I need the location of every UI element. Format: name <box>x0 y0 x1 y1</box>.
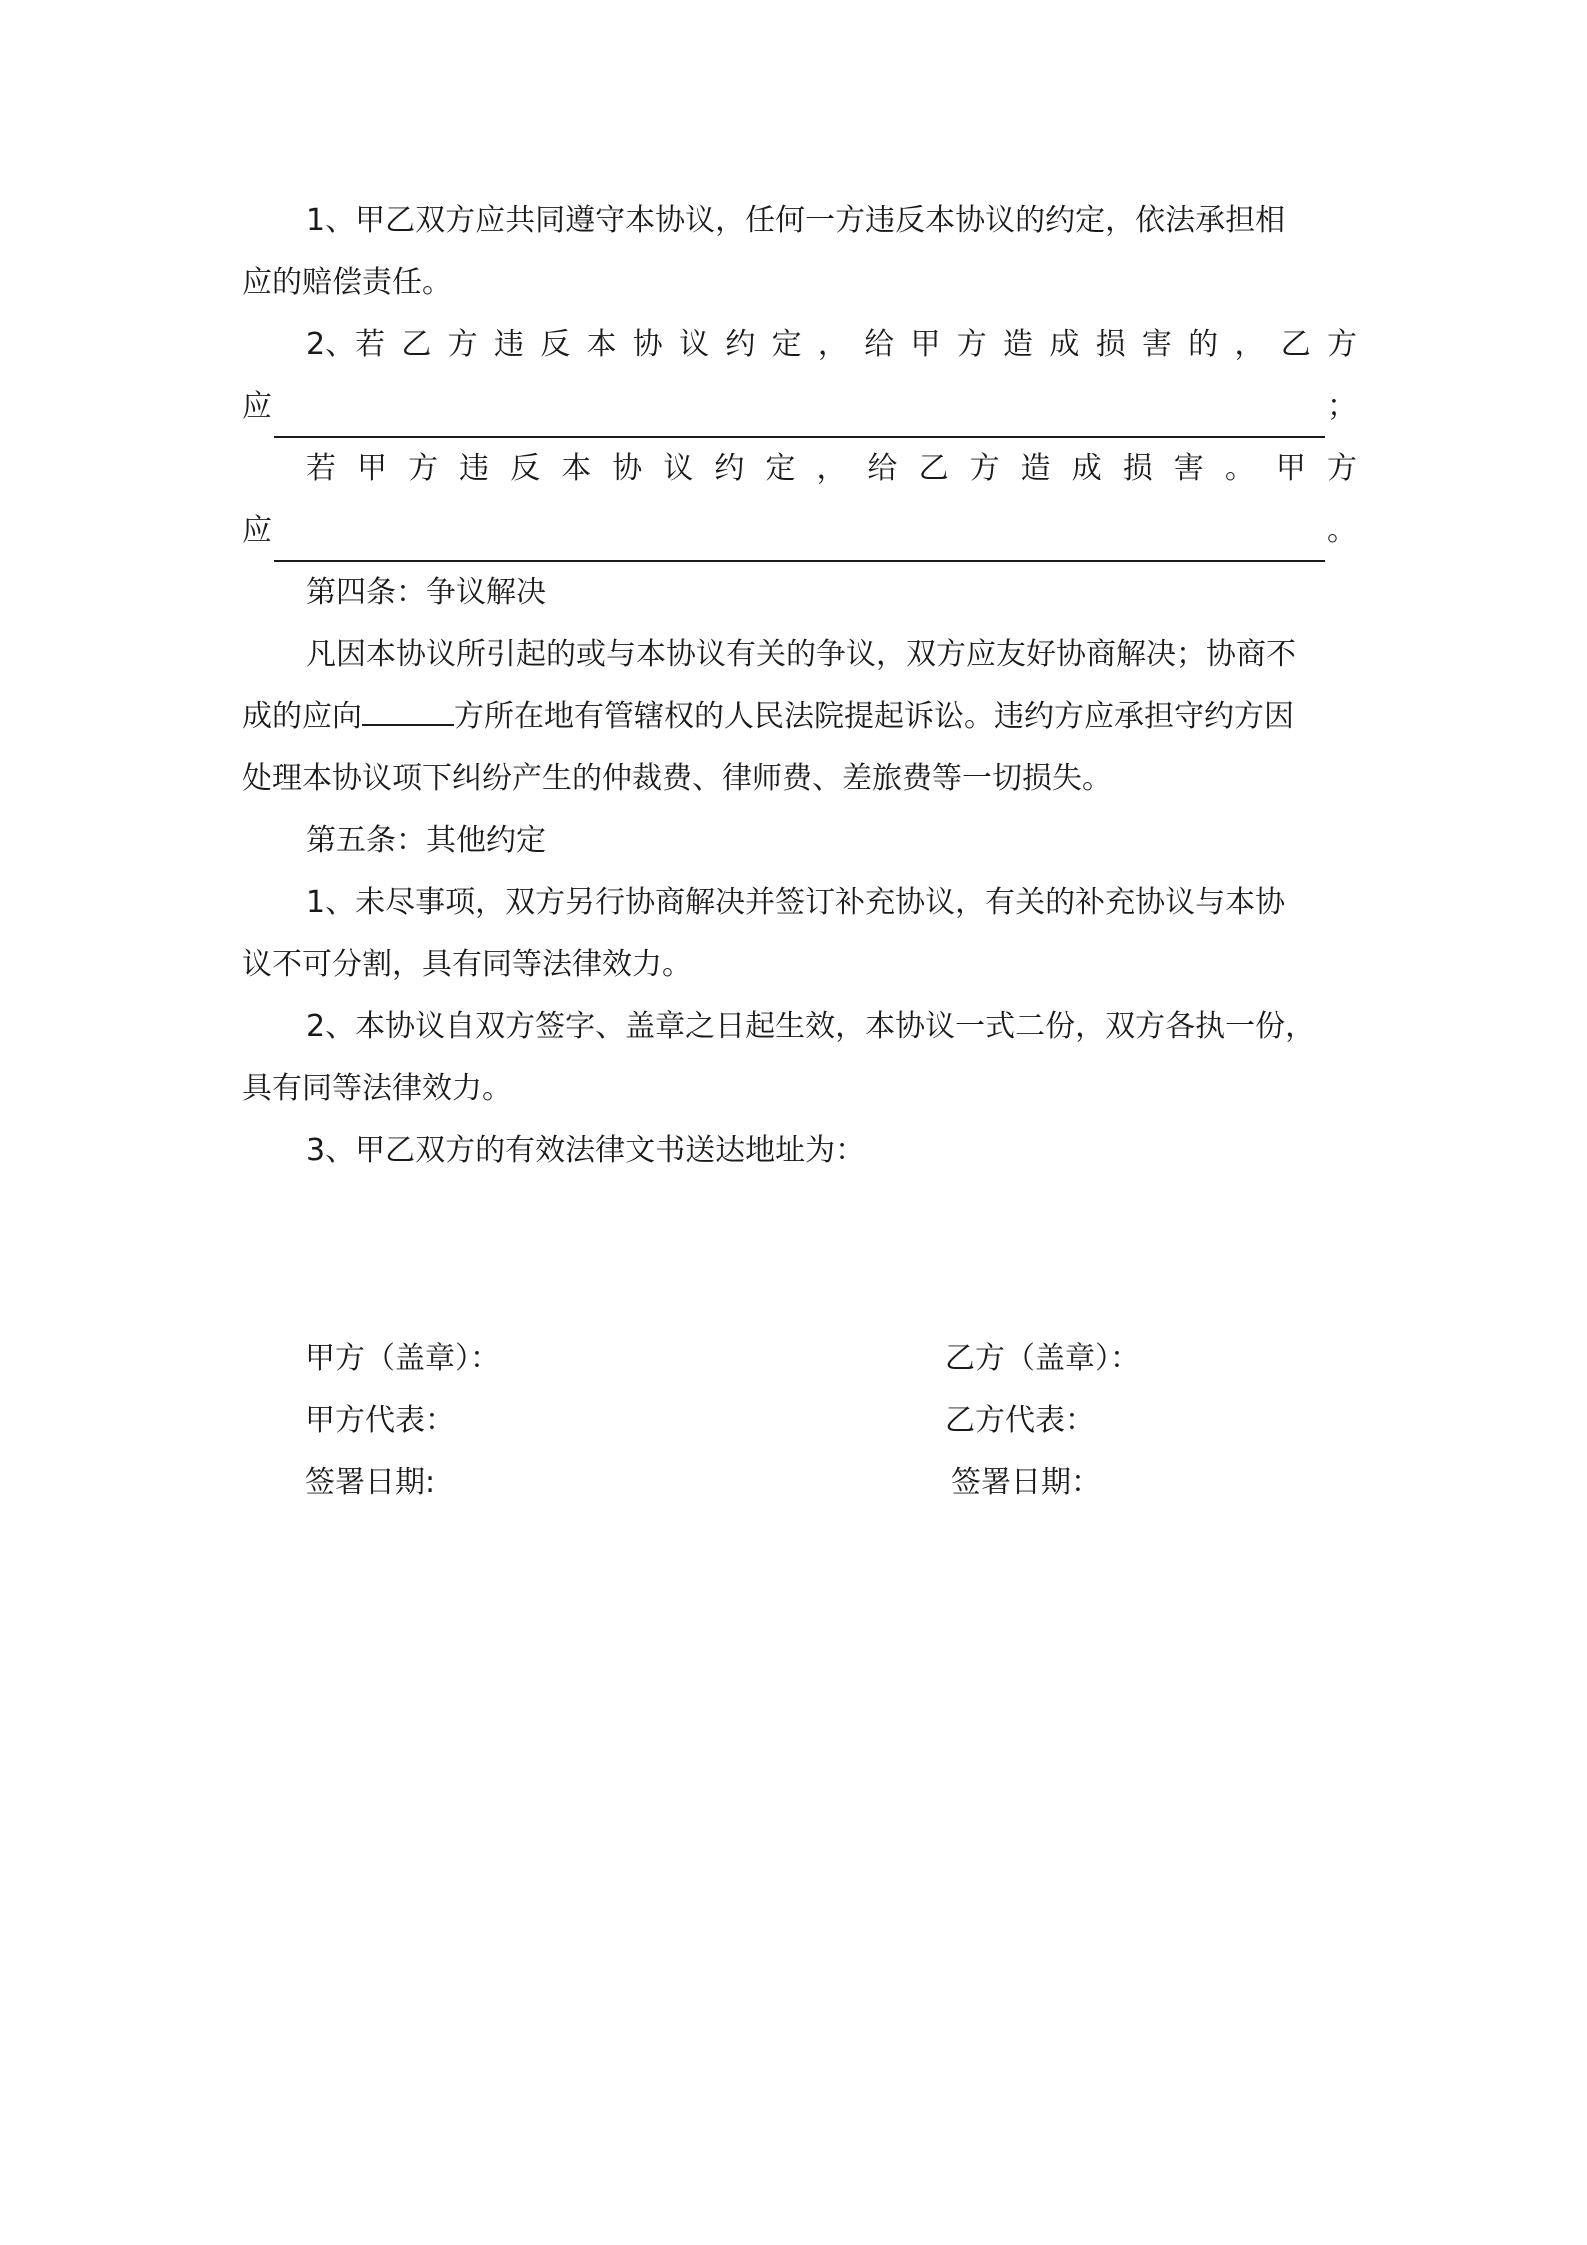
justified-char: 方 <box>1327 327 1357 362</box>
justified-char: 造 <box>1003 327 1034 362</box>
item3-suffix: 。 <box>1327 513 1357 548</box>
article3-item2-line1 <box>242 314 1357 376</box>
justified-char: ， <box>817 327 848 362</box>
justified-char: 甲 <box>910 327 941 362</box>
item3-prefix: 应 <box>242 513 272 548</box>
party-b-representative: 乙方代表： <box>945 1403 1095 1438</box>
justified-char: 给 <box>864 327 895 362</box>
justified-char: 2、若 <box>306 327 386 362</box>
article4-line3: 处理本协议项下纠纷产生的仲裁费、律师费、差旅费等一切损失。 <box>242 761 1112 796</box>
article5-item1-line1: 1、未尽事项，双方另行协商解决并签订补充协议，有关的补充协议与本协 <box>306 885 1286 920</box>
justified-char: ， <box>816 451 847 486</box>
justified-char: 协 <box>632 327 663 362</box>
justified-char: 方 <box>447 327 478 362</box>
justified-char: 定 <box>765 451 796 486</box>
justified-char: 害 <box>1173 451 1204 486</box>
date-row <box>305 1452 1205 1514</box>
justified-char: 甲 <box>1275 451 1306 486</box>
representative-row <box>305 1390 1205 1452</box>
article4-heading: 第四条：争议解决 <box>306 575 546 610</box>
justified-char: 方 <box>956 327 987 362</box>
justified-char: 损 <box>1122 451 1153 486</box>
article5-heading: 第五条：其他约定 <box>306 823 546 858</box>
article5-item2-line2: 具有同等法律效力。 <box>242 1071 512 1106</box>
article3-item1-line1: 1、甲乙双方应共同遵守本协议，任何一方违反本协议的约定，依法承担相 <box>306 203 1286 238</box>
justified-char: 约 <box>725 327 756 362</box>
court-party-blank[interactable] <box>362 688 454 726</box>
article3-item1-line2: 应的赔偿责任。 <box>242 265 452 300</box>
item2-prefix: 应 <box>242 389 272 424</box>
justified-char: 乙 <box>1280 327 1311 362</box>
justified-char: 损 <box>1095 327 1126 362</box>
article3-item3-line1 <box>242 438 1357 500</box>
item3-fill-blank[interactable] <box>274 516 1325 562</box>
party-a-representative: 甲方代表： <box>305 1403 455 1438</box>
justified-char: 方 <box>408 451 439 486</box>
item2-fill-blank[interactable] <box>274 392 1325 438</box>
justified-char: 议 <box>663 451 694 486</box>
justified-char: 定 <box>771 327 802 362</box>
article4-line1: 凡因本协议所引起的或与本协议有关的争议，双方应友好协商解决；协商不 <box>306 637 1296 672</box>
article4-line2-before: 成的应向 <box>242 699 362 734</box>
justified-char: 违 <box>459 451 490 486</box>
justified-char: 害 <box>1141 327 1172 362</box>
justified-char: 乙 <box>918 451 949 486</box>
party-b-seal: 乙方（盖章）： <box>945 1341 1140 1376</box>
article4-line2-after: 方所在地有管辖权的人民法院提起诉讼。违约方应承担守约方因 <box>454 699 1294 734</box>
justified-char: 违 <box>493 327 524 362</box>
justified-char: 反 <box>540 327 571 362</box>
justified-char: 给 <box>867 451 898 486</box>
justified-char: 本 <box>586 327 617 362</box>
justified-char: 反 <box>510 451 541 486</box>
justified-char: 造 <box>1020 451 1051 486</box>
justified-char: 若 <box>306 451 336 486</box>
justified-char: ， <box>1234 327 1265 362</box>
article5-item1-line2: 议不可分割，具有同等法律效力。 <box>242 947 692 982</box>
justified-char: 协 <box>612 451 643 486</box>
justified-char: 甲 <box>357 451 388 486</box>
justified-char: 方 <box>1326 451 1357 486</box>
seal-row <box>305 1328 1205 1390</box>
article5-item3: 3、甲乙双方的有效法律文书送达地址为： <box>306 1133 866 1168</box>
justified-char: 方 <box>969 451 1000 486</box>
article4-line2 <box>242 686 1357 748</box>
justified-char: 约 <box>714 451 745 486</box>
justified-char: 的 <box>1188 327 1219 362</box>
justified-char: 成 <box>1071 451 1102 486</box>
justified-char: 议 <box>679 327 710 362</box>
justified-char: 成 <box>1049 327 1080 362</box>
party-a-date: 签署日期: <box>305 1465 436 1500</box>
article3-item2-line2 <box>242 376 1357 438</box>
justified-char: 。 <box>1224 451 1255 486</box>
article3-item3-line2 <box>242 500 1357 562</box>
article5-item2-line1: 2、本协议自双方签字、盖章之日起生效，本协议一式二份，双方各执一份， <box>306 1009 1316 1044</box>
party-b-date: 签署日期： <box>951 1465 1101 1500</box>
item2-suffix: ； <box>1327 389 1357 424</box>
justified-char: 本 <box>561 451 592 486</box>
signature-block <box>305 1328 1205 1514</box>
party-a-seal: 甲方（盖章）： <box>305 1341 500 1376</box>
justified-char: 乙 <box>401 327 432 362</box>
document-body <box>242 190 1357 1182</box>
